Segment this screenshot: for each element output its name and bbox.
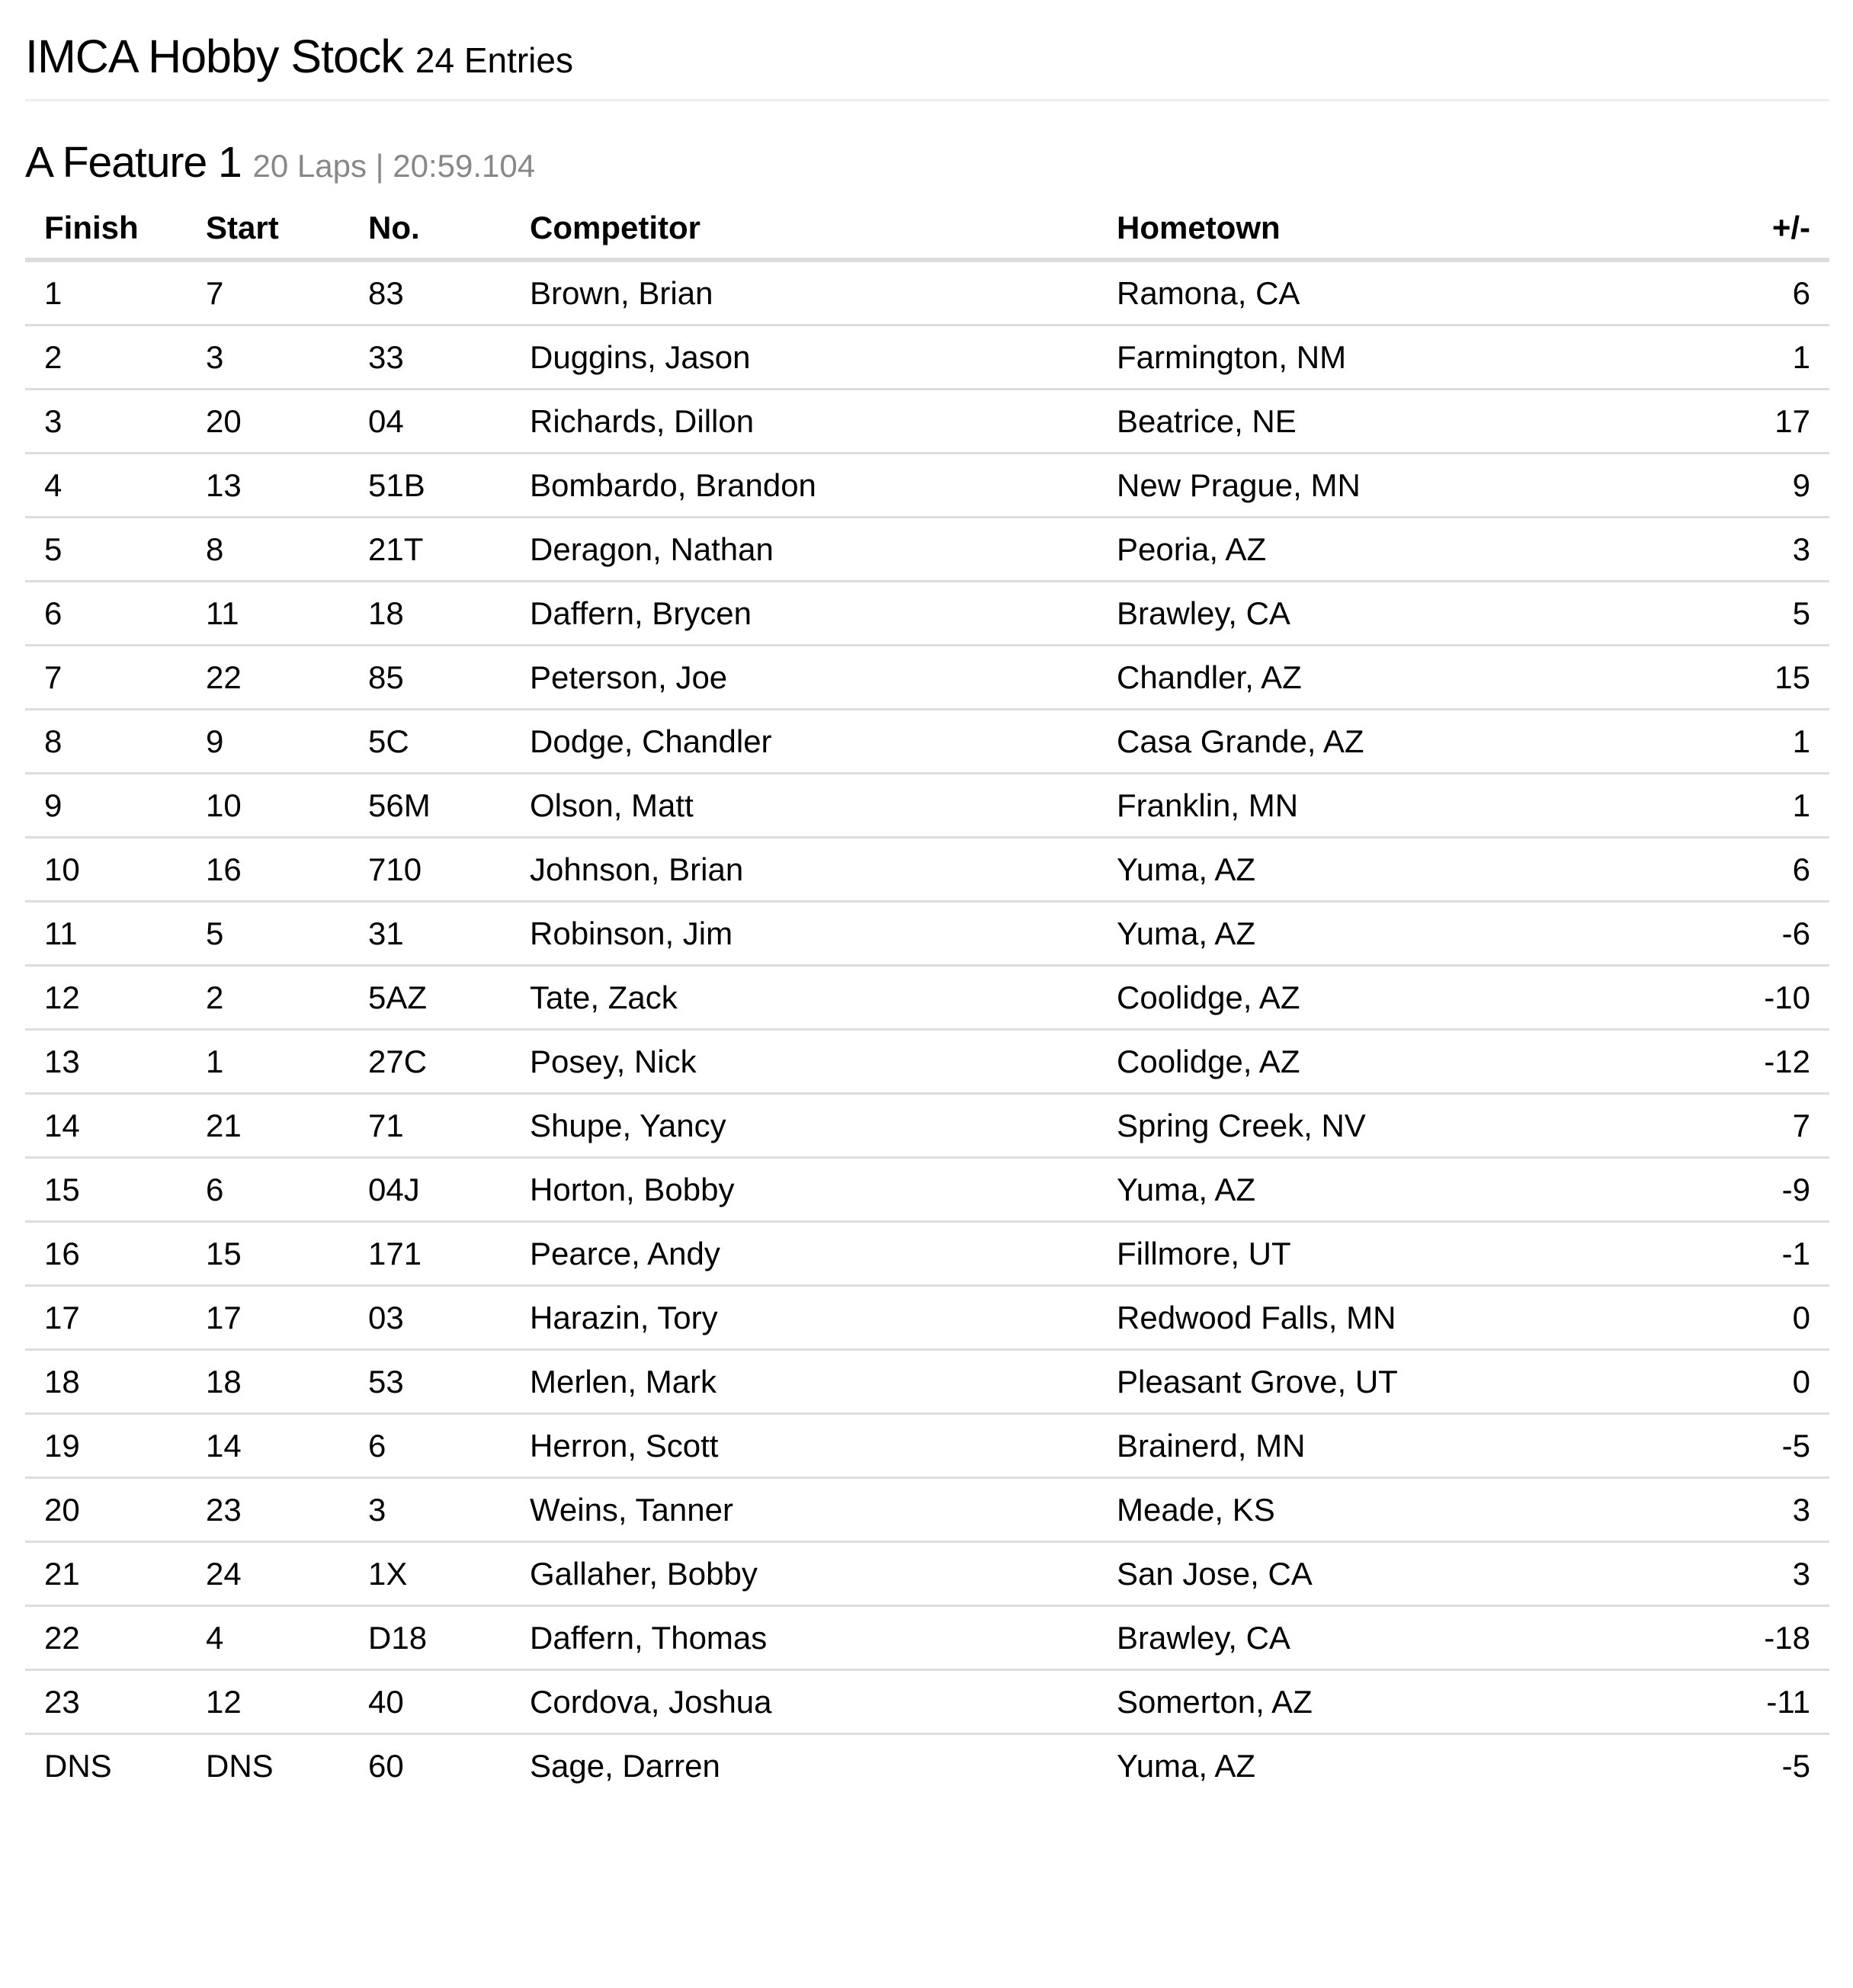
car-number-cell: 04J: [349, 1158, 511, 1222]
table-row: [25, 1542, 1829, 1606]
position-change-cell: 1: [1738, 325, 1829, 390]
finish-cell: 23: [25, 1670, 187, 1734]
hometown-cell: Farmington, NM: [1098, 325, 1738, 390]
finish-cell: 15: [25, 1158, 187, 1222]
position-change-cell: 7: [1738, 1094, 1829, 1158]
finish-cell: 16: [25, 1222, 187, 1286]
position-change-cell: 1: [1738, 710, 1829, 774]
table-row: [25, 710, 1829, 774]
competitor-cell: Daffern, Brycen: [511, 582, 1098, 646]
finish-cell: 4: [25, 454, 187, 518]
class-name: IMCA Hobby Stock: [25, 30, 403, 82]
competitor-cell: Harazin, Tory: [511, 1286, 1098, 1350]
table-row: [25, 390, 1829, 454]
competitor-cell: Sage, Darren: [530, 1747, 720, 1784]
position-change-cell: 6: [1738, 838, 1829, 902]
car-number-cell: 1X: [349, 1542, 511, 1606]
finish-cell: 20: [25, 1478, 187, 1542]
finish-cell: 5: [25, 518, 187, 582]
table-row: [25, 1158, 1829, 1222]
competitor-cell: Robinson, Jim: [511, 902, 1098, 966]
competitor-cell: Deragon, Nathan: [511, 518, 1098, 582]
finish-cell: 6: [25, 582, 187, 646]
finish-cell: 8: [25, 710, 187, 774]
col-header-start: Start: [187, 198, 349, 260]
table-row: [25, 325, 1829, 390]
col-header-hometown: Hometown: [1098, 198, 1738, 260]
position-change-cell: 0: [1738, 1350, 1829, 1414]
car-number-cell: 85: [349, 646, 511, 710]
page-title: [25, 29, 573, 88]
car-number-cell: 21T: [349, 518, 511, 582]
page-header: [25, 0, 1829, 101]
table-row: [25, 838, 1829, 902]
finish-cell: 22: [25, 1606, 187, 1670]
table-row: [25, 966, 1829, 1030]
competitor-cell: Posey, Nick: [511, 1030, 1098, 1094]
car-number-cell: 71: [349, 1094, 511, 1158]
table-row: [25, 582, 1829, 646]
car-number-cell: 171: [349, 1222, 511, 1286]
finish-cell: 17: [25, 1286, 187, 1350]
hometown-cell: Spring Creek, NV: [1098, 1094, 1738, 1158]
table-row: [25, 902, 1829, 966]
start-cell: 15: [187, 1222, 349, 1286]
table-row: [25, 1286, 1829, 1350]
hometown-cell: Chandler, AZ: [1098, 646, 1738, 710]
finish-cell: 9: [25, 774, 187, 838]
hometown-cell: Franklin, MN: [1098, 774, 1738, 838]
position-change-cell: -5: [1781, 1747, 1810, 1784]
table-header-row: [25, 198, 1829, 260]
competitor-cell: Brown, Brian: [511, 260, 1098, 325]
col-header-number: No.: [349, 198, 511, 260]
start-cell: 9: [187, 710, 349, 774]
finish-cell: 1: [25, 260, 187, 325]
position-change-cell: -10: [1738, 966, 1829, 1030]
competitor-cell: Dodge, Chandler: [511, 710, 1098, 774]
finish-cell: 11: [25, 902, 187, 966]
competitor-cell: Shupe, Yancy: [511, 1094, 1098, 1158]
position-change-cell: 6: [1738, 260, 1829, 325]
col-header-finish: Finish: [25, 198, 187, 260]
start-cell: 14: [187, 1414, 349, 1478]
start-cell: 24: [187, 1542, 349, 1606]
car-number-cell: D18: [349, 1606, 511, 1670]
hometown-cell: Somerton, AZ: [1098, 1670, 1738, 1734]
competitor-cell: Olson, Matt: [511, 774, 1098, 838]
hometown-cell: Coolidge, AZ: [1098, 1030, 1738, 1094]
car-number-cell: 710: [349, 838, 511, 902]
position-change-cell: -5: [1738, 1414, 1829, 1478]
results-page: [25, 0, 1829, 1784]
col-header-position-change: +/-: [1738, 198, 1829, 260]
race-details: 20 Laps | 20:59.104: [252, 148, 536, 184]
table-row: [25, 1350, 1829, 1414]
position-change-cell: -6: [1738, 902, 1829, 966]
table-row: [25, 774, 1829, 838]
table-row: [25, 1606, 1829, 1670]
start-cell: DNS: [206, 1747, 274, 1784]
car-number-cell: 40: [349, 1670, 511, 1734]
col-header-competitor: Competitor: [511, 198, 1098, 260]
competitor-cell: Duggins, Jason: [511, 325, 1098, 390]
competitor-cell: Horton, Bobby: [511, 1158, 1098, 1222]
position-change-cell: 5: [1738, 582, 1829, 646]
car-number-cell: 03: [349, 1286, 511, 1350]
position-change-cell: 0: [1738, 1286, 1829, 1350]
finish-cell: 2: [25, 325, 187, 390]
start-cell: 13: [187, 454, 349, 518]
car-number-cell: 04: [349, 390, 511, 454]
competitor-cell: Tate, Zack: [511, 966, 1098, 1030]
finish-cell: 13: [25, 1030, 187, 1094]
table-row: [25, 1670, 1829, 1734]
start-cell: 6: [187, 1158, 349, 1222]
results-body: [25, 260, 1829, 1797]
start-cell: 3: [187, 325, 349, 390]
start-cell: 16: [187, 838, 349, 902]
start-cell: 22: [187, 646, 349, 710]
race-heading: [25, 137, 535, 191]
position-change-cell: 3: [1738, 1478, 1829, 1542]
competitor-cell: Cordova, Joshua: [511, 1670, 1098, 1734]
finish-cell: 18: [25, 1350, 187, 1414]
position-change-cell: -12: [1738, 1030, 1829, 1094]
car-number-cell: 53: [349, 1350, 511, 1414]
car-number-cell: 51B: [349, 454, 511, 518]
start-cell: 2: [187, 966, 349, 1030]
car-number-cell: 83: [349, 260, 511, 325]
finish-cell: 3: [25, 390, 187, 454]
hometown-cell: Ramona, CA: [1098, 260, 1738, 325]
start-cell: 17: [187, 1286, 349, 1350]
car-number-cell: 31: [349, 902, 511, 966]
car-number-cell: 60: [368, 1747, 404, 1784]
car-number-cell: 5C: [349, 710, 511, 774]
table-row: [25, 1222, 1829, 1286]
table-row: [25, 454, 1829, 518]
position-change-cell: -18: [1738, 1606, 1829, 1670]
start-cell: 21: [187, 1094, 349, 1158]
start-cell: 8: [187, 518, 349, 582]
results-table: [25, 198, 1829, 1797]
entries-count: 24 Entries: [415, 40, 573, 80]
hometown-cell: Coolidge, AZ: [1098, 966, 1738, 1030]
position-change-cell: 3: [1738, 1542, 1829, 1606]
position-change-cell: 9: [1738, 454, 1829, 518]
position-change-cell: 15: [1738, 646, 1829, 710]
car-number-cell: 27C: [349, 1030, 511, 1094]
competitor-cell: Herron, Scott: [511, 1414, 1098, 1478]
start-cell: 20: [187, 390, 349, 454]
table-row: [25, 1094, 1829, 1158]
car-number-cell: 5AZ: [349, 966, 511, 1030]
table-row: [25, 1414, 1829, 1478]
start-cell: 1: [187, 1030, 349, 1094]
race-name: A Feature 1: [25, 138, 242, 187]
position-change-cell: -1: [1738, 1222, 1829, 1286]
hometown-cell: Pleasant Grove, UT: [1098, 1350, 1738, 1414]
finish-cell: 19: [25, 1414, 187, 1478]
hometown-cell: Fillmore, UT: [1098, 1222, 1738, 1286]
car-number-cell: 3: [349, 1478, 511, 1542]
hometown-cell: Yuma, AZ: [1098, 838, 1738, 902]
hometown-cell: Brainerd, MN: [1098, 1414, 1738, 1478]
competitor-cell: Richards, Dillon: [511, 390, 1098, 454]
hometown-cell: Brawley, CA: [1098, 582, 1738, 646]
competitor-cell: Bombardo, Brandon: [511, 454, 1098, 518]
car-number-cell: 56M: [349, 774, 511, 838]
start-cell: 23: [187, 1478, 349, 1542]
competitor-cell: Merlen, Mark: [511, 1350, 1098, 1414]
car-number-cell: 33: [349, 325, 511, 390]
position-change-cell: -11: [1738, 1670, 1829, 1734]
start-cell: 18: [187, 1350, 349, 1414]
finish-cell: 7: [25, 646, 187, 710]
table-row: [25, 1478, 1829, 1542]
hometown-cell: Peoria, AZ: [1098, 518, 1738, 582]
finish-cell: 12: [25, 966, 187, 1030]
competitor-cell: Johnson, Brian: [511, 838, 1098, 902]
competitor-cell: Weins, Tanner: [511, 1478, 1098, 1542]
car-number-cell: 18: [349, 582, 511, 646]
hometown-cell: Casa Grande, AZ: [1098, 710, 1738, 774]
hometown-cell: Meade, KS: [1098, 1478, 1738, 1542]
table-row: [25, 260, 1829, 325]
hometown-cell: Yuma, AZ: [1098, 1158, 1738, 1222]
hometown-cell: Yuma, AZ: [1117, 1747, 1256, 1784]
start-cell: 12: [187, 1670, 349, 1734]
start-cell: 7: [187, 260, 349, 325]
competitor-cell: Pearce, Andy: [511, 1222, 1098, 1286]
hometown-cell: Yuma, AZ: [1098, 902, 1738, 966]
car-number-cell: 6: [349, 1414, 511, 1478]
position-change-cell: -9: [1738, 1158, 1829, 1222]
finish-cell: 10: [25, 838, 187, 902]
start-cell: 4: [187, 1606, 349, 1670]
hometown-cell: Beatrice, NE: [1098, 390, 1738, 454]
hometown-cell: Redwood Falls, MN: [1098, 1286, 1738, 1350]
hometown-cell: New Prague, MN: [1098, 454, 1738, 518]
position-change-cell: 3: [1738, 518, 1829, 582]
competitor-cell: Gallaher, Bobby: [511, 1542, 1098, 1606]
start-cell: 10: [187, 774, 349, 838]
start-cell: 11: [187, 582, 349, 646]
competitor-cell: Daffern, Thomas: [511, 1606, 1098, 1670]
table-row: [25, 646, 1829, 710]
hometown-cell: Brawley, CA: [1098, 1606, 1738, 1670]
finish-cell: 21: [25, 1542, 187, 1606]
competitor-cell: Peterson, Joe: [511, 646, 1098, 710]
finish-cell: 14: [25, 1094, 187, 1158]
start-cell: 5: [187, 902, 349, 966]
position-change-cell: 1: [1738, 774, 1829, 838]
hometown-cell: San Jose, CA: [1098, 1542, 1738, 1606]
position-change-cell: 17: [1738, 390, 1829, 454]
table-row: [25, 1030, 1829, 1094]
table-row: [25, 1734, 1829, 1797]
finish-cell: DNS: [44, 1747, 112, 1784]
table-row: [25, 518, 1829, 582]
